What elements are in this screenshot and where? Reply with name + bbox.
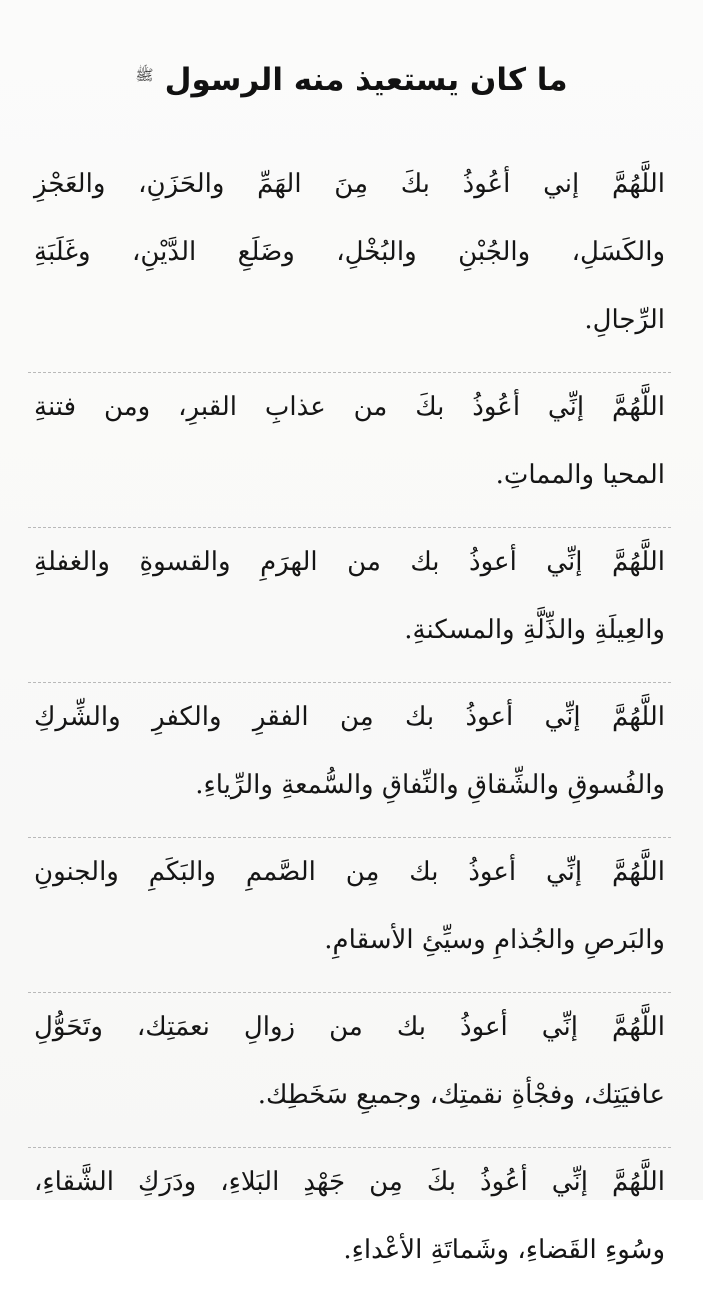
- supplication-line: والكَسَلِ، والجُبْنِ والبُخْلِ، وضَلَعِ الدَّيْنِ، وغَلَبَةِ: [34, 237, 665, 267]
- supplication-item: [34, 373, 665, 517]
- supplication-item: [34, 683, 665, 827]
- page-title: ما كان يستعيذ منه الرسول: [164, 62, 568, 98]
- supplication-list: [34, 150, 665, 1302]
- supplication-item: [34, 528, 665, 672]
- supplication-line: وسُوءِ القَضاءِ، وشَماتَةِ الأعْداءِ.: [343, 1235, 665, 1265]
- supplication-line: اللَّهُمَّ إنِّي أعوذُ بك من زوالِ نعمَتِك، وتَحَوُّلِ: [34, 1012, 665, 1042]
- supplication-line: اللَّهُمَّ إني أعُوذُ بكَ مِنَ الهَمِّ والحَزَنِ، والعَجْزِ: [34, 169, 665, 199]
- supplication-line: الرِّجالِ.: [584, 305, 665, 335]
- supplication-line: اللَّهُمَّ إنِّي أعُوذُ بكَ مِن جَهْدِ البَلاءِ، ودَرَكِ الشَّقاءِ،: [34, 1167, 665, 1197]
- supplication-line: والفُسوقِ والشِّقاقِ والنِّفاقِ والسُّمعةِ والرِّياءِ.: [195, 770, 665, 800]
- supplication-line: والبَرصِ والجُذامِ وسيِّئِ الأسقامِ.: [324, 925, 665, 955]
- honorific-symbol: ﷺ: [135, 66, 154, 84]
- title-block: [0, 62, 703, 99]
- supplication-item: [34, 993, 665, 1137]
- supplication-line: اللَّهُمَّ إنِّي أعوذُ بك مِن الفقرِ والكفرِ والشِّركِ: [34, 702, 665, 732]
- supplication-item: [34, 838, 665, 982]
- supplication-line: اللَّهُمَّ إنِّي أعوذُ بك من الهرَمِ والقسوةِ والغفلةِ: [34, 547, 665, 577]
- supplication-line: المحيا والمماتِ.: [495, 460, 665, 490]
- supplication-line: اللَّهُمَّ إنِّي أعوذُ بك مِن الصَّممِ والبَكَمِ والجنونِ: [34, 857, 665, 887]
- supplication-line: اللَّهُمَّ إنِّي أعُوذُ بكَ من عذابِ القبرِ، ومن فتنةِ: [34, 392, 665, 422]
- supplication-line: عافيَتِك، وفجْأةِ نقمتِك، وجميعِ سَخَطِك.: [257, 1080, 665, 1110]
- supplication-line: والعِيلَةِ والذِّلَّةِ والمسكنةِ.: [404, 615, 665, 645]
- supplication-item: [34, 1148, 665, 1292]
- supplication-item: [34, 150, 665, 362]
